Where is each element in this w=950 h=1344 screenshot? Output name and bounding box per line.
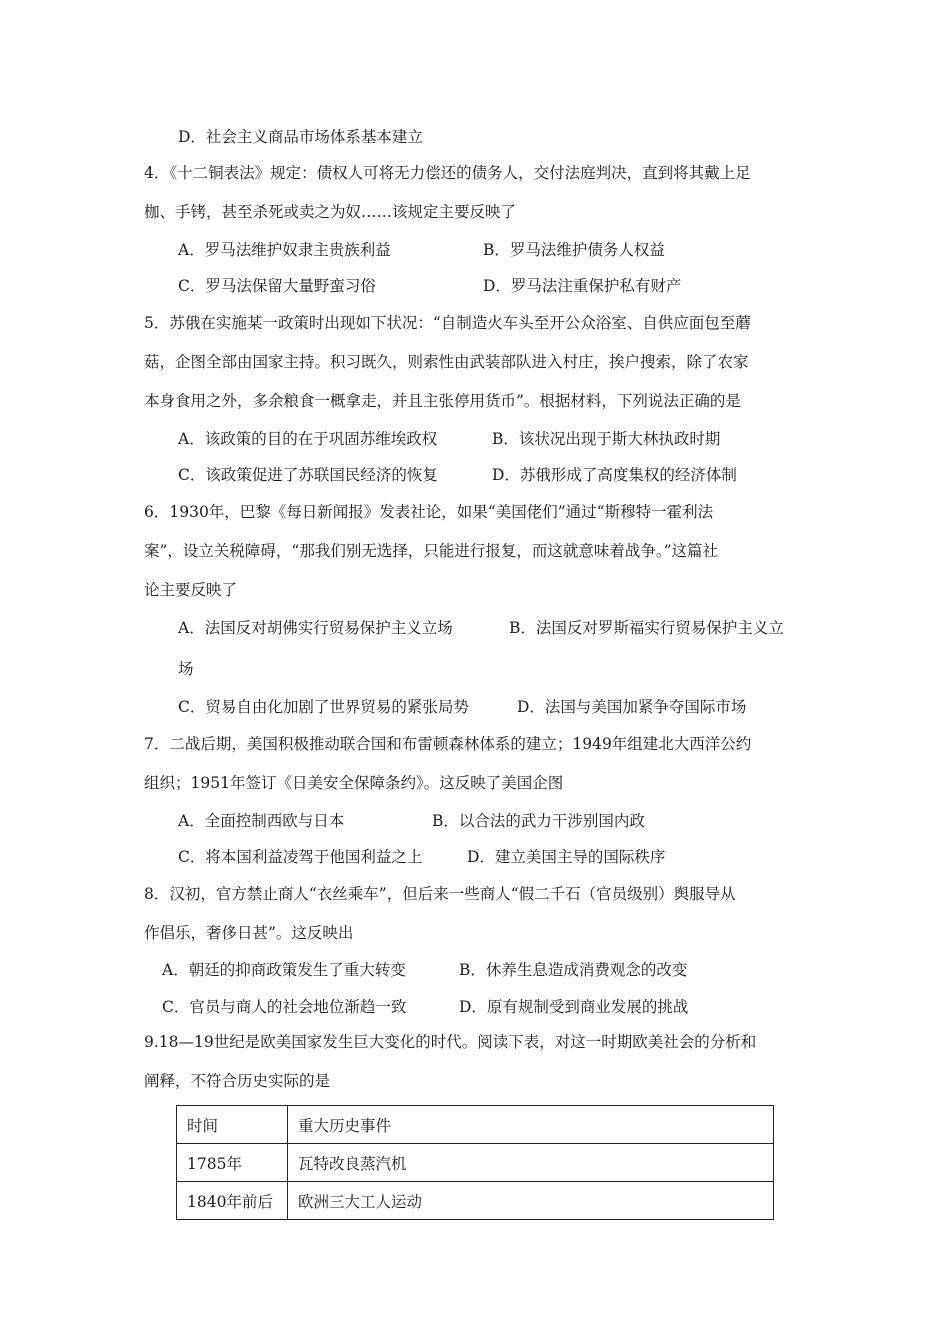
q6-option-b: B．法国反对罗斯福实行贸易保护主义立 [509, 619, 784, 637]
q4-option-c: C．罗马法保留大量野蛮习俗 [178, 277, 376, 295]
q6-option-b-continued: 场 [178, 660, 194, 678]
q3-option-d: D．社会主义商品市场体系基本建立 [178, 128, 423, 146]
table-header-cell: 重大历史事件 [288, 1106, 774, 1144]
q5-stem-line1: 5．苏俄在实施某一政策时出现如下状况：“自制造火车头至开公众浴室、自供应面包至蘑 [144, 314, 751, 332]
q7-option-d: D．建立美国主导的国际秩序 [467, 848, 666, 866]
q4-stem-line2: 枷、手铐，甚至杀死或卖之为奴……该规定主要反映了 [144, 203, 517, 221]
table-cell: 瓦特改良蒸汽机 [288, 1144, 774, 1182]
q7-stem-line2: 组织；1951年签订《日美安全保障条约》。这反映了美国企图 [144, 774, 564, 792]
history-events-table [176, 1105, 774, 1220]
table-row [177, 1144, 774, 1182]
table-header-row [177, 1106, 774, 1144]
q5-option-a: A．该政策的目的在于巩固苏维埃政权 [178, 430, 438, 448]
q5-option-c: C．该政策促进了苏联国民经济的恢复 [178, 466, 438, 484]
q7-option-b: B．以合法的武力干涉别国内政 [432, 812, 645, 830]
table-cell: 欧洲三大工人运动 [288, 1182, 774, 1220]
q4-option-d: D．罗马法注重保护私有财产 [483, 277, 682, 295]
q5-stem-line3: 本身食用之外，多余粮食一概拿走，并且主张停用货币”。根据材料，下列说法正确的是 [144, 392, 741, 410]
q5-option-b: B．该状况出现于斯大林执政时期 [492, 430, 721, 448]
q4-option-a: A．罗马法维护奴隶主贵族利益 [178, 241, 391, 259]
table-cell: 1785年 [177, 1144, 288, 1182]
q7-stem-line1: 7．二战后期，美国积极推动联合国和布雷顿森林体系的建立；1949年组建北大西洋公约 [144, 735, 752, 753]
q4-stem-line1: 4．《十二铜表法》规定：债权人可将无力偿还的债务人，交付法庭判决，直到将其戴上足 [144, 164, 751, 182]
q6-option-a: A．法国反对胡佛实行贸易保护主义立场 [178, 619, 453, 637]
q5-stem-line2: 菇，企图全部由国家主持。积习既久，则索性由武装部队进入村庄，挨户搜索，除了农家 [144, 353, 749, 371]
q8-option-a: A．朝廷的抑商政策发生了重大转变 [162, 961, 406, 979]
q6-stem-line3: 论主要反映了 [144, 581, 238, 599]
q6-option-c: C．贸易自由化加剧了世界贸易的紧张局势 [178, 698, 469, 716]
q9-stem-line2: 阐释，不符合历史实际的是 [144, 1072, 331, 1090]
q8-option-c: C．官员与商人的社会地位渐趋一致 [162, 998, 407, 1016]
table-row [177, 1182, 774, 1220]
q6-stem-line2: 案”，设立关税障碍，“那我们别无选择，只能进行报复，而这就意味着战争。”这篇社 [144, 542, 719, 560]
q7-option-c: C．将本国利益凌驾于他国利益之上 [178, 848, 423, 866]
q8-option-d: D．原有规制受到商业发展的挑战 [459, 998, 689, 1016]
q4-option-b: B．罗马法维护债务人权益 [483, 241, 665, 259]
q8-stem-line2: 作倡乐，奢侈日甚”。这反映出 [144, 924, 354, 942]
q8-option-b: B．休养生息造成消费观念的改变 [459, 961, 688, 979]
table-cell: 1840年前后 [177, 1182, 288, 1220]
q7-option-a: A．全面控制西欧与日本 [178, 812, 345, 830]
q6-stem-line1: 6．1930年，巴黎《每日新闻报》发表社论，如果“美国佬们”通过“斯穆特一霍利法 [144, 503, 714, 521]
table-header-cell: 时间 [177, 1106, 288, 1144]
q9-stem-line1: 9.18—19世纪是欧美国家发生巨大变化的时代。阅读下表，对这一时期欧美社会的分析和 [144, 1033, 757, 1051]
q5-option-d: D．苏俄形成了高度集权的经济体制 [492, 466, 737, 484]
q6-option-d: D．法国与美国加紧争夺国际市场 [517, 698, 747, 716]
q8-stem-line1: 8．汉初，官方禁止商人“衣丝乘车”，但后来一些商人“假二千石（官员级别）舆服导从 [144, 885, 736, 903]
